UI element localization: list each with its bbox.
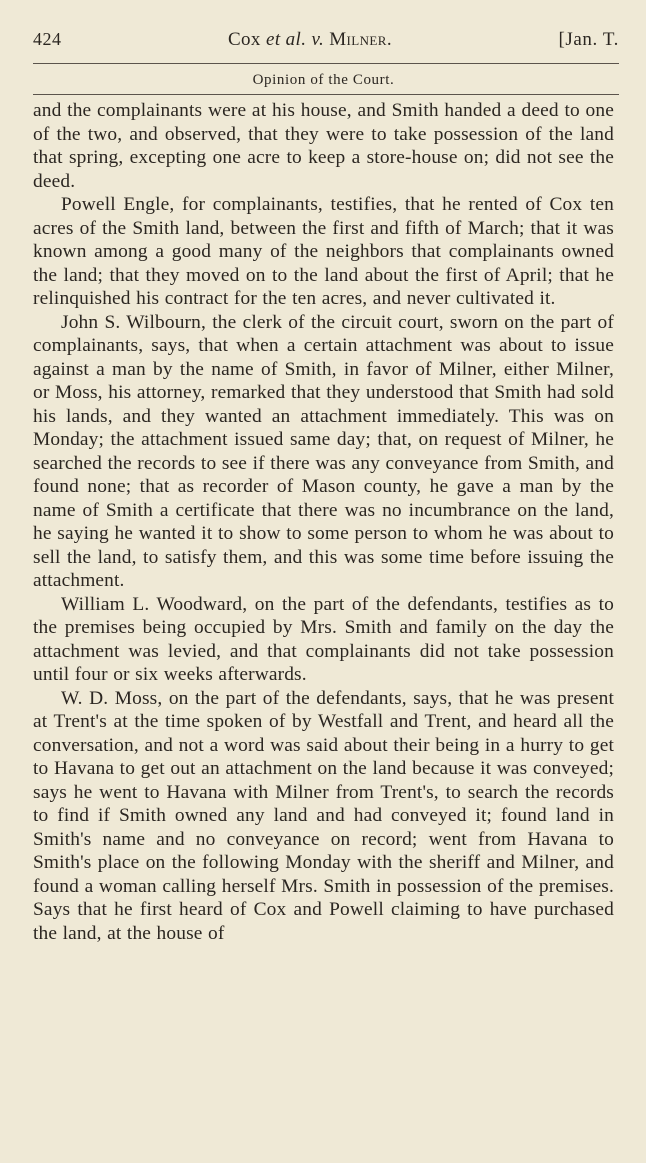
running-title-case: Cox (227, 29, 266, 50)
paragraph-continuation: and the complainants were at his house, and Smith handed a deed to one of the two, and observed, that they were to take possession of the land that spring, excepting one acre to keep a store-house on; did not see the deed. (33, 100, 614, 192)
running-title-etal: et al. v. (265, 29, 325, 50)
header-rule (33, 63, 619, 64)
running-title-party: Milner. (324, 29, 392, 50)
section-rule (33, 94, 619, 95)
opinion-text (33, 99, 614, 945)
paragraph-powell-engle: Powell Engle, for complainants, testifies, that he rented of Cox ten acres of the Smith land, between the first and fifth of March; that it was known among a good many of the neighbors that complainants owned the land; that they moved on to the land about the first of April; that he relinquished his contract for the ten acres, and never cultivated it. (33, 194, 614, 309)
section-label: Opinion of the Court. (252, 72, 395, 88)
page-header (33, 26, 619, 53)
paragraph-wd-moss: W. D. Moss, on the part of the defendants, says, that he was present at Trent's at the time spoken of by Westfall and Trent, and heard all the conversation, and not a word was said about their being in a hurry to get to Havana to get out an attachment on the land because it was conveyed; says he went to Havana with Milner from Trent's, to search the records to find if Smith owned any land and had conveyed it; found land in Smith's name and no conveyance on record; went from Havana to Smith's place on the following Monday with the sheriff and Milner, and found a woman calling herself Mrs. Smith in possession of the premises. Says that he first heard of Cox and Powell claiming to have purchased the land, at the house of (33, 687, 614, 944)
paragraph-william-woodward: William L. Woodward, on the part of the defendants, testifies as to the premises being occupied by Mrs. Smith and family on the day the attachment was levied, and that complainants did not take possession until four or six weeks afterwards. (33, 593, 614, 685)
term-label: [Jan. T. (558, 29, 619, 50)
page-number: 424 (33, 29, 62, 49)
paragraph-john-wilbourn: John S. Wilbourn, the clerk of the circuit court, sworn on the part of complainants, says, that when a certain attachment was about to issue against a man by the name of Smith, in favor of Milner, either Milner, or Moss, his attorney, remarked that they understood that Smith had sold his lands, and they wanted an attachment immediately. This was on Monday; the attachment issued same day; that, on request of Milner, he searched the records to see if there was any conveyance from Smith, and found none; that as recorder of Mason county, he gave a man by the name of Smith a certificate that there was no incumbrance on the land, he saying he wanted it to show to some person to whom he was about to sell the land, to satisfy them, and this was some time before issuing the attachment. (33, 311, 614, 591)
running-title (228, 27, 392, 53)
